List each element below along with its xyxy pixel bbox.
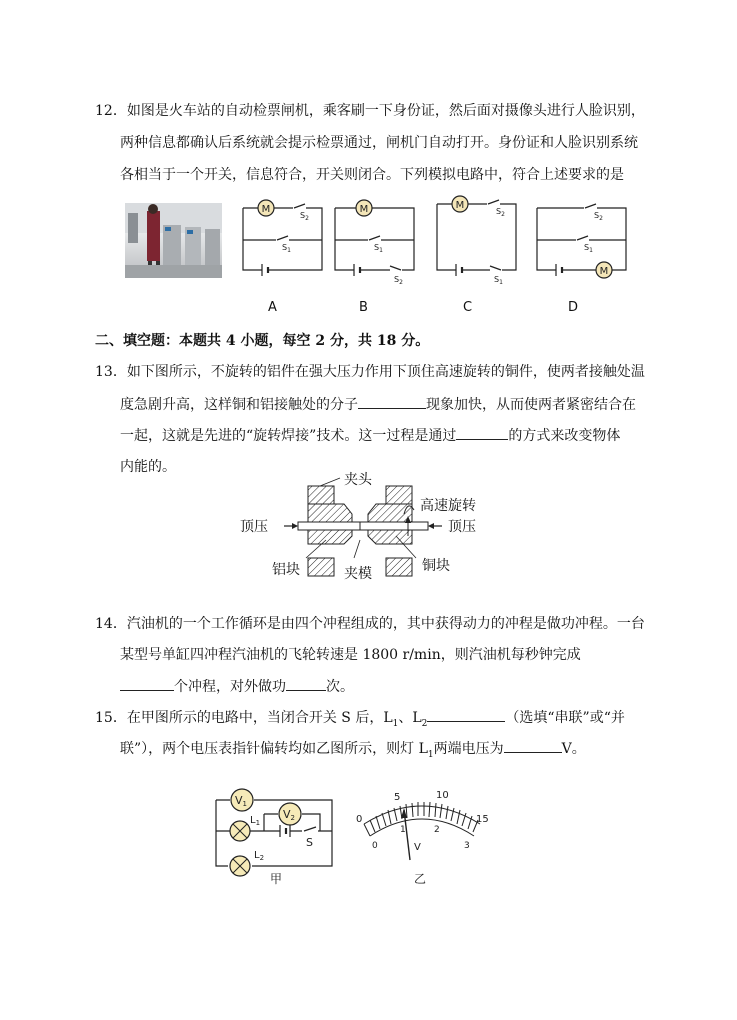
- voltmeter-yi: [350, 786, 494, 886]
- circuit-option-d: [532, 198, 632, 288]
- svg-text:S2: $S_2$: [300, 211, 309, 222]
- svg-text:5: 5: [394, 792, 401, 803]
- svg-text:顶压: 顶压: [240, 519, 268, 535]
- svg-text:M: M: [599, 266, 609, 277]
- svg-text:0: 0: [372, 841, 378, 851]
- svg-text:S2: $S_2$: [594, 211, 603, 222]
- q15-line2: 联”），两个电压表指针偏转均如乙图所示，则灯 $L_1$两端电压为 V。: [120, 738, 586, 765]
- q13-line2: 度急剧升高，这样铜和铝接触处的分子 现象加快，从而使两者紧密结合在: [120, 394, 636, 415]
- q13-blank-1[interactable]: [358, 394, 426, 409]
- q15-line1: 15．在甲图所示的电路中，当闭合开关 S 后，$L_1$、$L_2$ （选填“串联”或“并: [95, 707, 625, 734]
- option-a-label: A: [268, 300, 277, 315]
- circuit-option-b: [330, 198, 420, 288]
- svg-text:乙: 乙: [414, 872, 427, 886]
- svg-text:2: 2: [434, 825, 440, 835]
- svg-text:夹头: 夹头: [344, 472, 372, 488]
- q14-line2: 某型号单缸四冲程汽油机的飞轮转速是 1800 r/min，则汽油机每秒钟完成: [120, 647, 581, 663]
- friction-welding-diagram: [236, 470, 506, 582]
- q13-line4: 内能的。: [120, 459, 176, 475]
- svg-text:0: 0: [356, 814, 363, 825]
- svg-text:S1: $S_1$: [282, 243, 291, 254]
- svg-text:L2: $L_2$: [254, 850, 265, 862]
- q12-line2: 两种信息都确认后系统就会提示检票通过，闸机门自动打开。身份证和人脸识别系统: [120, 135, 638, 151]
- svg-text:顶压: 顶压: [448, 519, 476, 535]
- q13-line1: 13．如下图所示，不旋转的铝件在强大压力作用下顶住高速旋转的铜件，使两者接触处温: [95, 364, 645, 380]
- svg-text:V: V: [414, 842, 421, 853]
- svg-text:L1: $L_1$: [250, 815, 261, 827]
- circuit-option-a: [238, 198, 328, 288]
- circuit-option-c: [432, 194, 522, 288]
- svg-text:S1: $S_1$: [584, 243, 593, 254]
- q14-blank-1[interactable]: [120, 676, 174, 691]
- svg-text:V1: V1: [235, 794, 247, 808]
- section-2-title: 二、填空题：本题共 4 小题，每空 2 分，共 18 分。: [95, 333, 430, 349]
- q12-line1: 12．如图是火车站的自动检票闸机，乘客刷一下身份证，然后面对摄像头进行人脸识别，: [95, 103, 645, 119]
- q13-blank-2[interactable]: [456, 425, 508, 440]
- svg-text:15: 15: [476, 814, 489, 825]
- q14-line3: 个冲程，对外做功 次。: [120, 676, 354, 697]
- svg-text:铝块: 铝块: [272, 562, 300, 578]
- svg-text:V2: V2: [283, 808, 295, 822]
- q13-line3: 一起，这就是先进的“旋转焊接”技术。这一过程是通过 的方式来改变物体: [120, 425, 620, 446]
- svg-text:M: M: [359, 204, 369, 215]
- svg-text:高速旋转: 高速旋转: [420, 498, 476, 514]
- q14-blank-2[interactable]: [286, 676, 326, 691]
- svg-text:3: 3: [464, 841, 470, 851]
- q15-blank-1[interactable]: [427, 707, 505, 722]
- svg-text:S1: $S_1$: [494, 275, 503, 286]
- svg-text:夹模: 夹模: [344, 566, 372, 582]
- svg-text:甲: 甲: [270, 872, 283, 886]
- q15-blank-2[interactable]: [504, 738, 562, 753]
- gate-photo-illustration: [125, 203, 222, 278]
- svg-text:铜块: 铜块: [422, 558, 450, 574]
- q14-line1: 14．汽油机的一个工作循环是由四个冲程组成的，其中获得动力的冲程是做功冲程。一台: [95, 616, 645, 632]
- gate-machine-photo: [125, 203, 222, 278]
- svg-text:10: 10: [436, 790, 449, 801]
- svg-text:1: 1: [400, 825, 406, 835]
- svg-text:M: M: [261, 204, 271, 215]
- option-b-label: B: [359, 300, 368, 315]
- option-d-label: D: [568, 300, 579, 315]
- circuit-jia: [208, 786, 338, 886]
- q12-line3: 各相当于一个开关，信息符合，开关则闭合。下列模拟电路中，符合上述要求的是: [120, 167, 624, 183]
- svg-text:S1: $S_1$: [374, 243, 383, 254]
- svg-text:S2: $S_2$: [394, 275, 403, 286]
- svg-text:S2: $S_2$: [496, 207, 505, 218]
- svg-text:S: S: [306, 836, 313, 849]
- option-c-label: C: [463, 300, 473, 315]
- svg-text:M: M: [455, 200, 465, 211]
